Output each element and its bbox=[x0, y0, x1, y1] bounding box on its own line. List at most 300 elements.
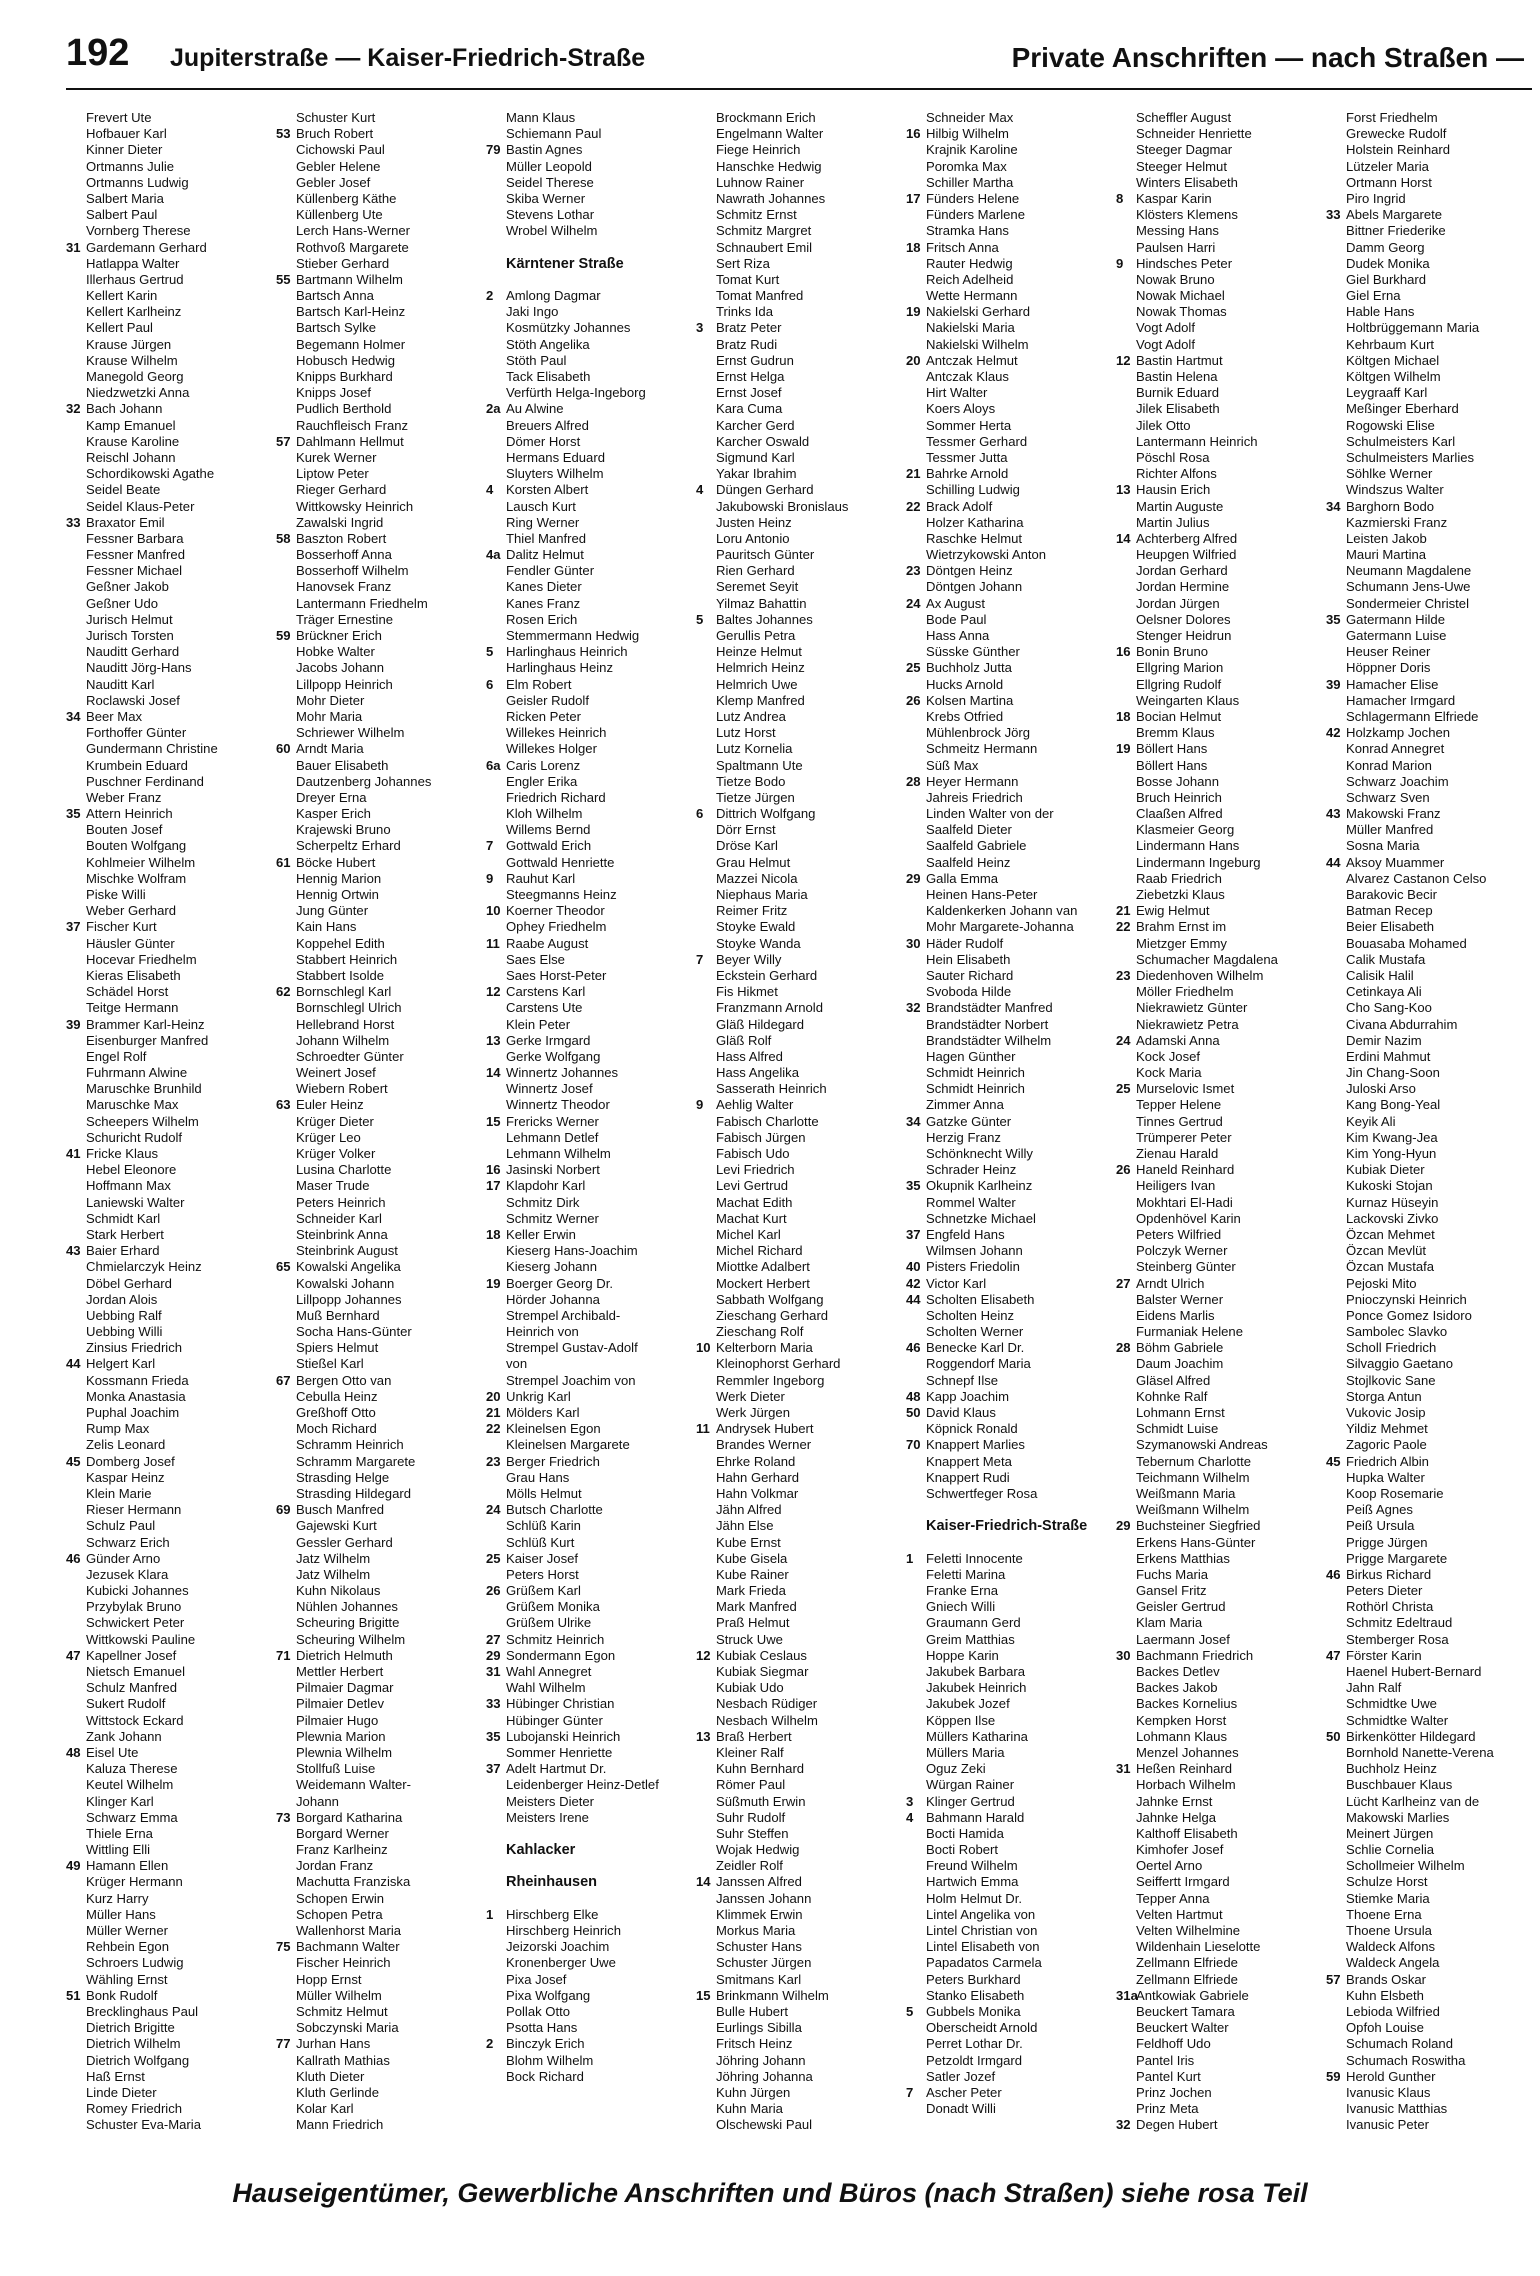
resident-entry bbox=[486, 1632, 696, 1648]
resident-entry bbox=[1116, 1162, 1326, 1178]
house-number bbox=[66, 2069, 86, 2085]
house-number bbox=[1116, 2101, 1136, 2117]
resident-entry bbox=[696, 1227, 906, 1243]
resident-name: Tepper Anna bbox=[1136, 1890, 1210, 1906]
resident-name: Graumann Gerd bbox=[926, 1615, 1021, 1631]
resident-name: Jähn Alfred bbox=[716, 1502, 782, 1518]
resident-entry bbox=[906, 1292, 1116, 1308]
resident-entry bbox=[696, 531, 906, 547]
house-number bbox=[276, 1162, 296, 1178]
house-number bbox=[696, 1972, 716, 1988]
house-number: 35 bbox=[66, 806, 81, 822]
resident-name: Levi Friedrich bbox=[716, 1162, 795, 1178]
resident-name: Ivanusic Klaus bbox=[1346, 2084, 1431, 2100]
resident-name: Schlie Cornelia bbox=[1346, 1842, 1435, 1858]
resident-name: Ophey Friedhelm bbox=[506, 919, 607, 935]
resident-entry bbox=[66, 288, 276, 304]
resident-name: Bahmann Harald bbox=[926, 1809, 1025, 1825]
house-number bbox=[906, 1599, 926, 1615]
house-number bbox=[486, 1713, 506, 1729]
house-number bbox=[696, 2020, 716, 2036]
resident-entry bbox=[486, 126, 696, 142]
resident-name: Karcher Oswald bbox=[716, 433, 810, 449]
house-number bbox=[66, 207, 86, 223]
resident-name: Saalfeld Dieter bbox=[926, 822, 1012, 838]
house-number bbox=[1116, 223, 1136, 239]
house-number bbox=[1326, 240, 1346, 256]
resident-entry bbox=[486, 1437, 696, 1453]
resident-entry bbox=[486, 887, 696, 903]
resident-entry bbox=[486, 385, 696, 401]
house-number bbox=[1116, 871, 1136, 887]
house-number bbox=[486, 1292, 506, 1308]
house-number bbox=[1116, 693, 1136, 709]
resident-entry bbox=[276, 1114, 486, 1130]
house-number bbox=[66, 1470, 86, 1486]
house-number bbox=[906, 758, 926, 774]
resident-entry bbox=[1116, 1777, 1326, 1793]
resident-name: Dietrich Helmuth bbox=[296, 1647, 393, 1663]
resident-entry bbox=[276, 1178, 486, 1194]
house-number: 7 bbox=[906, 2084, 914, 2100]
resident-name: Hass Angelika bbox=[716, 1065, 799, 1081]
resident-name: Blohm Wilhelm bbox=[506, 2052, 594, 2068]
resident-entry bbox=[276, 1470, 486, 1486]
resident-name: Machat Kurt bbox=[716, 1210, 787, 1226]
resident-entry bbox=[696, 2053, 906, 2069]
house-number bbox=[1326, 175, 1346, 191]
resident-name: Holm Helmut Dr. bbox=[926, 1890, 1023, 1906]
house-number bbox=[1326, 304, 1346, 320]
spacer bbox=[486, 1858, 696, 1874]
resident-name: Leidenberger Heinz-Detlef bbox=[506, 1777, 659, 1793]
resident-name: Backes Jakob bbox=[1136, 1680, 1218, 1696]
resident-name: Wittkowsky Heinrich bbox=[296, 498, 414, 514]
resident-entry bbox=[696, 1243, 906, 1259]
resident-name: Kubiak Ceslaus bbox=[716, 1647, 807, 1663]
house-number bbox=[696, 1081, 716, 1097]
resident-name: Feletti Marina bbox=[926, 1566, 1006, 1582]
house-number bbox=[486, 191, 506, 207]
resident-entry bbox=[66, 1049, 276, 1065]
resident-name: Petzoldt Irmgard bbox=[926, 2052, 1023, 2068]
house-number bbox=[1326, 547, 1346, 563]
house-number bbox=[276, 1599, 296, 1615]
house-number bbox=[1326, 1049, 1346, 1065]
house-number bbox=[1326, 1373, 1346, 1389]
house-number bbox=[1326, 1405, 1346, 1421]
resident-name: Amlong Dagmar bbox=[506, 288, 601, 304]
resident-name: Nühlen Johannes bbox=[296, 1599, 398, 1615]
resident-name: Hagen Günther bbox=[926, 1048, 1016, 1064]
house-number bbox=[696, 1858, 716, 1874]
resident-entry bbox=[906, 1713, 1116, 1729]
resident-name: Thiel Manfred bbox=[506, 530, 587, 546]
house-number bbox=[696, 1049, 716, 1065]
resident-entry bbox=[1326, 563, 1536, 579]
resident-name: Feldhoff Udo bbox=[1136, 2036, 1211, 2052]
house-number bbox=[1116, 515, 1136, 531]
footer-note: Hauseigentümer, Gewerbliche Anschriften und Büros (nach Straßen) siehe rosa Teil bbox=[232, 2178, 1308, 2208]
resident-name: Rogowski Elise bbox=[1346, 417, 1435, 433]
resident-entry bbox=[906, 272, 1116, 288]
resident-name: Schriewer Wilhelm bbox=[296, 725, 405, 741]
house-number bbox=[906, 806, 926, 822]
resident-name: Bonin Bruno bbox=[1136, 644, 1209, 660]
resident-name: Donadt Willi bbox=[926, 2101, 996, 2117]
resident-entry bbox=[1326, 223, 1536, 239]
resident-name: Schmidt Heinrich bbox=[926, 1081, 1025, 1097]
resident-entry bbox=[1116, 1988, 1326, 2004]
resident-entry bbox=[486, 434, 696, 450]
resident-name: Rauhut Karl bbox=[506, 870, 576, 886]
resident-entry bbox=[276, 903, 486, 919]
resident-entry bbox=[276, 499, 486, 515]
resident-name: Köppen Ilse bbox=[926, 1712, 996, 1728]
resident-entry bbox=[276, 806, 486, 822]
house-number bbox=[1116, 1745, 1136, 1761]
resident-name: Hebel Eleonore bbox=[86, 1162, 177, 1178]
resident-name: Özcan Mevlüt bbox=[1346, 1243, 1427, 1259]
house-number bbox=[66, 822, 86, 838]
house-number: 1 bbox=[906, 1550, 914, 1566]
spacer bbox=[486, 240, 696, 256]
resident-entry bbox=[66, 1017, 276, 1033]
resident-entry bbox=[486, 1373, 696, 1389]
house-number bbox=[276, 1955, 296, 1971]
house-number bbox=[486, 1826, 506, 1842]
resident-entry bbox=[696, 677, 906, 693]
resident-name: Schlüß Kurt bbox=[506, 1534, 575, 1550]
house-number bbox=[696, 725, 716, 741]
house-number bbox=[696, 1632, 716, 1648]
resident-name: Bouten Wolfgang bbox=[86, 838, 187, 854]
house-number: 35 bbox=[1326, 611, 1341, 627]
resident-name: Eckstein Gerhard bbox=[716, 967, 818, 983]
resident-entry bbox=[486, 919, 696, 935]
house-number bbox=[1326, 952, 1346, 968]
resident-name: Geßner Jakob bbox=[86, 579, 169, 595]
resident-name: Herzig Franz bbox=[926, 1129, 1001, 1145]
resident-name: Leygraaff Karl bbox=[1346, 385, 1428, 401]
house-number: 18 bbox=[486, 1226, 501, 1242]
resident-entry bbox=[276, 1664, 486, 1680]
resident-entry bbox=[1326, 547, 1536, 563]
resident-name: Pudlich Berthold bbox=[296, 401, 392, 417]
resident-name: Frevert Ute bbox=[86, 110, 152, 125]
resident-entry bbox=[696, 240, 906, 256]
resident-name: Schmitz Ernst bbox=[716, 207, 797, 223]
house-number bbox=[1326, 1874, 1346, 1890]
house-number bbox=[66, 531, 86, 547]
resident-entry bbox=[906, 1195, 1116, 1211]
resident-entry bbox=[1326, 1195, 1536, 1211]
house-number bbox=[906, 1858, 926, 1874]
resident-name: Kleinelsen Margarete bbox=[506, 1437, 630, 1453]
resident-name: Willekes Heinrich bbox=[506, 725, 607, 741]
resident-entry bbox=[696, 1324, 906, 1340]
resident-entry bbox=[906, 385, 1116, 401]
resident-entry bbox=[276, 1551, 486, 1567]
resident-name: Bornschlegl Karl bbox=[296, 984, 392, 1000]
house-number bbox=[1116, 1308, 1136, 1324]
resident-name: Süßmuth Erwin bbox=[716, 1793, 806, 1809]
house-number bbox=[486, 304, 506, 320]
resident-entry bbox=[1116, 2085, 1326, 2101]
house-number bbox=[66, 1421, 86, 1437]
house-number bbox=[486, 369, 506, 385]
resident-name: Reich Adelheid bbox=[926, 271, 1014, 287]
resident-name: Pilmaier Dagmar bbox=[296, 1680, 394, 1696]
resident-entry bbox=[696, 207, 906, 223]
house-number bbox=[696, 1162, 716, 1178]
resident-entry bbox=[696, 1858, 906, 1874]
resident-name: Richter Alfons bbox=[1136, 466, 1217, 482]
resident-name: Braß Herbert bbox=[716, 1728, 792, 1744]
resident-name: Bonk Rudolf bbox=[86, 1987, 158, 2003]
resident-entry bbox=[906, 159, 1116, 175]
resident-entry bbox=[66, 1033, 276, 1049]
column-6 bbox=[1116, 110, 1326, 2133]
resident-name: Pixa Josef bbox=[506, 1971, 567, 1987]
house-number bbox=[906, 1243, 926, 1259]
house-number bbox=[66, 1632, 86, 1648]
resident-name: Cebulla Heinz bbox=[296, 1388, 378, 1404]
resident-name: Diedenhoven Wilhelm bbox=[1136, 967, 1264, 983]
resident-entry bbox=[696, 968, 906, 984]
house-number bbox=[906, 2069, 926, 2085]
house-number bbox=[696, 741, 716, 757]
resident-entry bbox=[276, 320, 486, 336]
house-number bbox=[696, 790, 716, 806]
house-number bbox=[1116, 1454, 1136, 1470]
house-number bbox=[66, 2101, 86, 2117]
resident-name: Schwickert Peter bbox=[86, 1615, 185, 1631]
resident-name: Grüßem Karl bbox=[506, 1583, 581, 1599]
resident-name: Fischer Heinrich bbox=[296, 1955, 391, 1971]
resident-entry bbox=[276, 693, 486, 709]
resident-name: Tietze Bodo bbox=[716, 773, 786, 789]
resident-name: Lintel Elisabeth von bbox=[926, 1939, 1040, 1955]
resident-name: Giel Erna bbox=[1346, 288, 1401, 304]
resident-name: Kuhn Jürgen bbox=[716, 2084, 791, 2100]
resident-name: Victor Karl bbox=[926, 1275, 987, 1291]
resident-name: Maser Trude bbox=[296, 1178, 370, 1194]
resident-entry bbox=[906, 628, 1116, 644]
resident-entry bbox=[906, 1421, 1116, 1437]
resident-entry bbox=[66, 1907, 276, 1923]
resident-entry bbox=[486, 1097, 696, 1113]
resident-entry bbox=[1326, 1356, 1536, 1372]
resident-entry bbox=[486, 531, 696, 547]
resident-entry bbox=[486, 660, 696, 676]
house-number bbox=[906, 1826, 926, 1842]
resident-entry bbox=[906, 1923, 1116, 1939]
resident-entry bbox=[1116, 1615, 1326, 1631]
house-number bbox=[1326, 1939, 1346, 1955]
resident-name: Bratz Rudi bbox=[716, 336, 778, 352]
resident-entry bbox=[66, 741, 276, 757]
resident-name: Schuster Jürgen bbox=[716, 1955, 812, 1971]
resident-entry bbox=[1326, 1923, 1536, 1939]
resident-name: Engelmann Walter bbox=[716, 126, 824, 142]
resident-entry bbox=[66, 2069, 276, 2085]
resident-entry bbox=[486, 450, 696, 466]
resident-name: Gläsel Alfred bbox=[1136, 1372, 1211, 1388]
house-number: 2 bbox=[486, 2036, 494, 2052]
resident-entry bbox=[696, 142, 906, 158]
house-number bbox=[696, 304, 716, 320]
resident-entry bbox=[486, 1178, 696, 1194]
resident-name: Jakubek Barbara bbox=[926, 1664, 1025, 1679]
house-number bbox=[1116, 240, 1136, 256]
house-number bbox=[1326, 968, 1346, 984]
resident-name: Böllert Hans bbox=[1136, 741, 1208, 757]
resident-entry bbox=[696, 871, 906, 887]
resident-name: Özcan Mustafa bbox=[1346, 1259, 1435, 1275]
resident-entry bbox=[696, 418, 906, 434]
resident-entry bbox=[66, 1405, 276, 1421]
resident-name: Spiers Helmut bbox=[296, 1340, 379, 1356]
resident-name: Eisel Ute bbox=[86, 1744, 139, 1760]
resident-entry bbox=[66, 1858, 276, 1874]
resident-name: Kang Bong-Yeal bbox=[1346, 1097, 1441, 1113]
house-number bbox=[486, 320, 506, 336]
house-number bbox=[276, 1535, 296, 1551]
resident-entry bbox=[696, 1114, 906, 1130]
house-number bbox=[1326, 2117, 1346, 2133]
resident-name: Perret Lothar Dr. bbox=[926, 2036, 1023, 2052]
resident-entry bbox=[66, 1955, 276, 1971]
resident-entry bbox=[1326, 1535, 1536, 1551]
house-number bbox=[486, 256, 506, 272]
resident-entry bbox=[66, 1664, 276, 1680]
resident-entry bbox=[1326, 1211, 1536, 1227]
resident-entry bbox=[1326, 1421, 1536, 1437]
resident-entry bbox=[486, 1065, 696, 1081]
resident-name: Schädel Horst bbox=[86, 984, 169, 1000]
house-number bbox=[906, 418, 926, 434]
house-number bbox=[1116, 1907, 1136, 1923]
house-number: 26 bbox=[1116, 1162, 1131, 1178]
resident-name: Schulze Horst bbox=[1346, 1874, 1428, 1890]
resident-entry bbox=[276, 2101, 486, 2117]
resident-name: Kaspar Karin bbox=[1136, 190, 1212, 206]
house-number bbox=[1326, 2101, 1346, 2117]
resident-name: Cichowski Paul bbox=[296, 142, 385, 158]
house-number bbox=[1116, 1243, 1136, 1259]
resident-entry bbox=[1116, 110, 1326, 126]
resident-name: Stöth Paul bbox=[506, 352, 567, 368]
resident-name: Peters Burkhard bbox=[926, 1971, 1021, 1987]
house-number bbox=[1116, 1114, 1136, 1130]
house-number bbox=[1116, 838, 1136, 854]
resident-entry bbox=[66, 1324, 276, 1340]
resident-entry bbox=[66, 1470, 276, 1486]
resident-entry bbox=[276, 1421, 486, 1437]
house-number bbox=[906, 709, 926, 725]
resident-name: Grau Hans bbox=[506, 1469, 570, 1485]
house-number bbox=[696, 1907, 716, 1923]
resident-entry bbox=[1116, 272, 1326, 288]
resident-entry bbox=[696, 644, 906, 660]
house-number bbox=[696, 1227, 716, 1243]
resident-name: Stemmermann Hedwig bbox=[506, 628, 640, 643]
house-number bbox=[906, 1518, 926, 1534]
resident-entry bbox=[276, 855, 486, 871]
resident-name: Schumacher Magdalena bbox=[1136, 951, 1278, 967]
resident-entry bbox=[1326, 1405, 1536, 1421]
house-number bbox=[276, 499, 296, 515]
resident-name: Düngen Gerhard bbox=[716, 482, 814, 498]
resident-entry bbox=[486, 320, 696, 336]
resident-entry bbox=[1326, 887, 1536, 903]
resident-entry bbox=[906, 887, 1116, 903]
house-number bbox=[66, 984, 86, 1000]
house-number bbox=[66, 1340, 86, 1356]
resident-entry bbox=[696, 1761, 906, 1777]
resident-name: Mazzei Nicola bbox=[716, 870, 798, 886]
resident-entry bbox=[276, 1227, 486, 1243]
resident-entry bbox=[696, 547, 906, 563]
resident-entry bbox=[906, 1114, 1116, 1130]
resident-entry bbox=[66, 1988, 276, 2004]
resident-name: Stoyke Ewald bbox=[716, 919, 796, 935]
house-number bbox=[1116, 2053, 1136, 2069]
resident-entry bbox=[1326, 1292, 1536, 1308]
resident-entry bbox=[906, 1777, 1116, 1793]
house-number bbox=[906, 1615, 926, 1631]
resident-entry bbox=[1326, 1583, 1536, 1599]
house-number bbox=[66, 369, 86, 385]
resident-name: Satler Jozef bbox=[926, 2068, 996, 2084]
resident-name: Eisenburger Manfred bbox=[86, 1032, 209, 1048]
resident-name: Stanko Elisabeth bbox=[926, 1987, 1025, 2003]
house-number: 45 bbox=[1326, 1453, 1341, 1469]
house-number: 6 bbox=[696, 806, 704, 822]
resident-name: Schmitz Edeltraud bbox=[1346, 1615, 1453, 1631]
resident-entry bbox=[1116, 418, 1326, 434]
resident-entry bbox=[66, 1745, 276, 1761]
resident-entry bbox=[1326, 1243, 1536, 1259]
resident-entry bbox=[486, 1211, 696, 1227]
house-number bbox=[1116, 320, 1136, 336]
resident-name: Borgard Werner bbox=[296, 1825, 389, 1841]
resident-name: Jakubowski Bronislaus bbox=[716, 498, 849, 514]
resident-name: Carstens Karl bbox=[506, 984, 586, 1000]
house-number bbox=[486, 709, 506, 725]
resident-name: Demir Nazim bbox=[1346, 1032, 1422, 1048]
resident-name: Mauri Martina bbox=[1346, 547, 1427, 563]
house-number bbox=[1326, 628, 1346, 644]
resident-name: Lohmann Klaus bbox=[1136, 1728, 1227, 1744]
house-number bbox=[906, 1097, 926, 1113]
resident-name: Kanes Dieter bbox=[506, 579, 582, 595]
resident-entry bbox=[66, 1826, 276, 1842]
house-number bbox=[1326, 1178, 1346, 1194]
resident-entry bbox=[276, 207, 486, 223]
resident-entry bbox=[486, 142, 696, 158]
house-number bbox=[1116, 1000, 1136, 1016]
resident-name: Barakovic Becir bbox=[1346, 887, 1437, 902]
house-number bbox=[66, 1373, 86, 1389]
resident-name: Beer Max bbox=[86, 708, 143, 724]
resident-entry bbox=[696, 1308, 906, 1324]
resident-name: Poromka Max bbox=[926, 158, 1007, 174]
resident-entry bbox=[1326, 353, 1536, 369]
resident-name: Lausch Kurt bbox=[506, 498, 576, 514]
resident-name: Gundermann Christine bbox=[86, 741, 218, 757]
